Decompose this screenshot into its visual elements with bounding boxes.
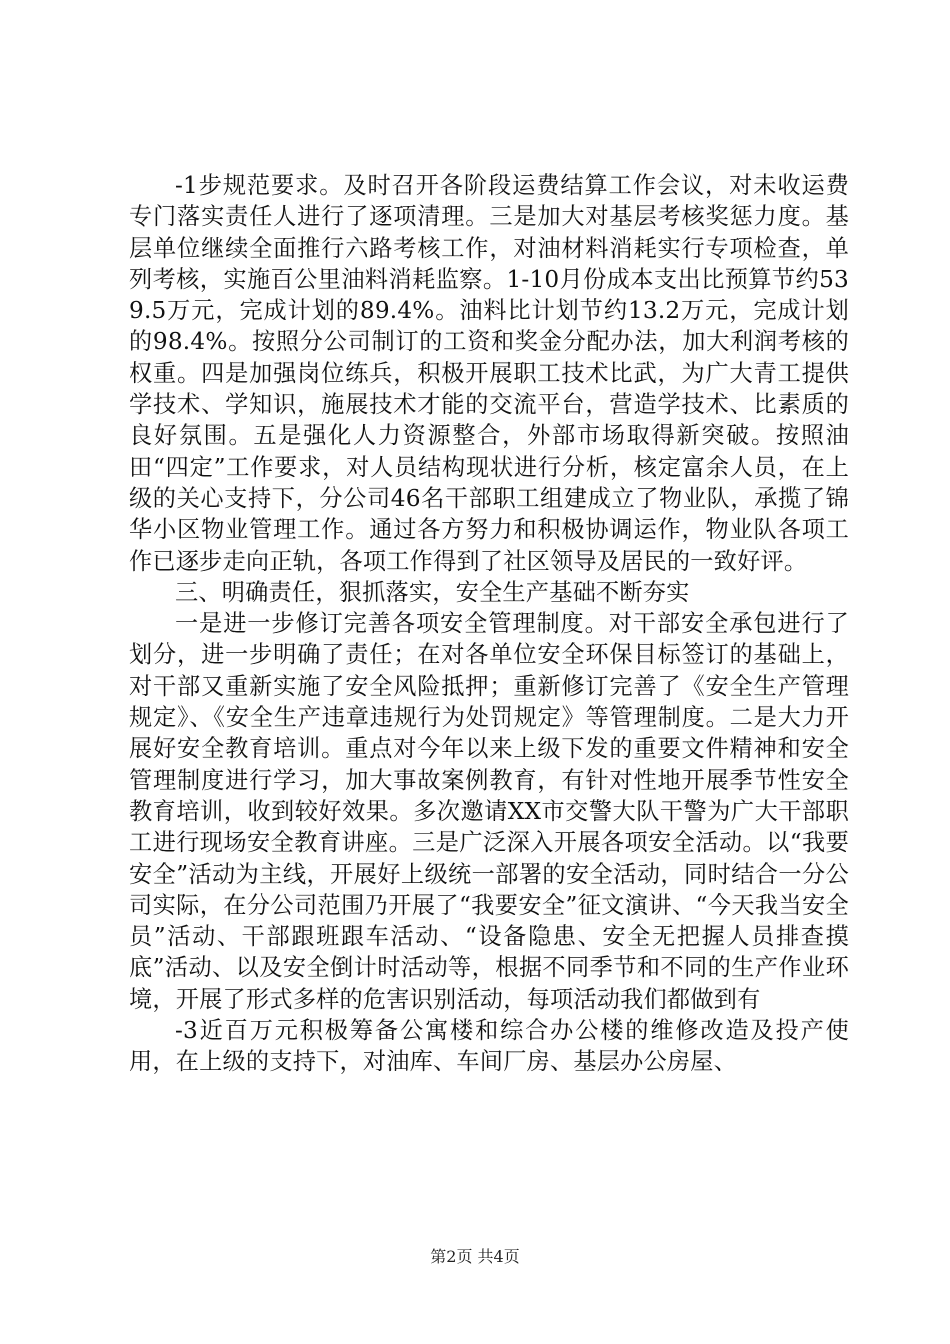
paragraph-safety-management: 一是进一步修订完善各项安全管理制度。对干部安全承包进行了划分，进一步明确了责任；在对各单位安全环保目标签订的基础上，对干部又重新实施了安全风险抵押；重新修订完善了《安全生产管理规定》、《安全生产违章违规行为处罚规定》等管理制度。二是大力开展好安全教育培训。重点对今年以来上级下发的重要文件精神和安全管理制度进行学习，加大事故案例教育，有针对性地开展季节性安全教育培训，收到较好效果。多次邀请XX市交警大队干警为广大干部职工进行现场安全教育讲座。三是广泛深入开展各项安全活动。以“我要安全”活动为主线，开展好上级统一部署的安全活动，同时结合一分公司实际，在分公司范围乃开展了“我要安全”征文演讲、“今天我当安全员”活动、干部跟班跟车活动、“设备隐患、安全无把握人员排查摸底”活动、以及安全倒计时活动等，根据不同季节和不同的生产作业环境，开展了形式多样的危害识别活动，每项活动我们都做到有 <box>129 610 849 1013</box>
paragraph-facility-renovation: -3近百万元积极筹备公寓楼和综合办公楼的维修改造及投产使用，在上级的支持下，对油库、车间厂房、基层办公房屋、 <box>129 1017 849 1076</box>
document-body <box>129 170 849 1078</box>
page-footer: 第2页 共4页 <box>430 1247 520 1266</box>
paragraph-cost-control: -1步规范要求。及时召开各阶段运费结算工作会议，对未收运费专门落实责任人进行了逐项清理。三是加大对基层考核奖惩力度。基层单位继续全面推行六路考核工作，对油材料消耗实行专项检查，单列考核，实施百公里油料消耗监察。1-10月份成本支出比预算节约539.5万元，完成计划的89.4%。油料比计划节约13.2万元，完成计划的98.4%。按照分公司制订的工资和奖金分配办法，加大利润考核的权重。四是加强岗位练兵，积极开展职工技术比武，为广大青工提供学技术、学知识，施展技术才能的交流平台，营造学技术、比素质的良好氛围。五是强化人力资源整合，外部市场取得新突破。按照油田“四定”工作要求，对人员结构现状进行分析，核定富余人员，在上级的关心支持下，分公司46名干部职工组建成立了物业队，承揽了锦华小区物业管理工作。通过各方努力和积极协调运作，物业队各项工作已逐步走向正轨，各项工作得到了社区领导及居民的一致好评。 <box>129 172 849 575</box>
section-heading-safety: 三、明确责任，狠抓落实，安全生产基础不断夯实 <box>175 578 690 606</box>
